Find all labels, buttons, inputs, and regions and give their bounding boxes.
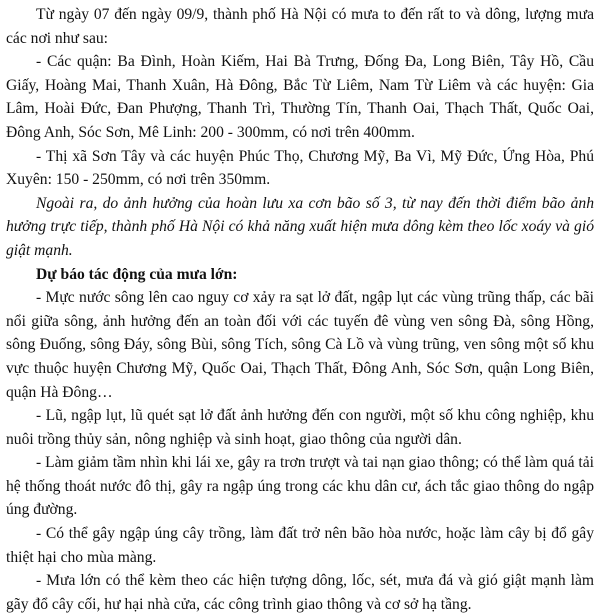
- impact-traffic-paragraph: - Làm giảm tầm nhìn khi lái xe, gây ra trơn trượt và tai nạn giao thông; có thể làm quá tải hệ thống thoát nước đô thị, gây ra ngập úng trong các khu dân cư, ách tắc giao thông do ngập úng đường.: [6, 454, 594, 519]
- intro-paragraph: Từ ngày 07 đến ngày 09/9, thành phố Hà Nội có mưa to đến rất to và dông, lượng mưa các nơi như sau:: [6, 6, 594, 47]
- impact-heading: Dự báo tác động của mưa lớn:: [36, 265, 238, 283]
- impact-wind-paragraph: - Mưa lớn có thể kèm theo các hiện tượng dông, lốc, sét, mưa đá và gió giật mạnh làm gãy đổ cây cối, hư hại nhà cửa, các công trình giao thông và cơ sở hạ tầng.: [6, 572, 594, 613]
- storm-note-paragraph: Ngoài ra, do ảnh hưởng của hoàn lưu xa cơn bão số 3, từ nay đến thời điểm bão ảnh hưởng trực tiếp, thành phố Hà Nội có khả năng xuất hiện mưa dông kèm theo lốc xoáy và gió giật mạnh.: [6, 194, 594, 259]
- rainfall-districts-paragraph: - Các quận: Ba Đình, Hoàn Kiếm, Hai Bà Trưng, Đống Đa, Long Biên, Tây Hồ, Cầu Giấy, Hoàng Mai, Thanh Xuân, Hà Đông, Bắc Từ Liêm, Nam Từ Liêm và các huyện: Gia Lâm, Hoài Đức, Đan Phượng, Thanh Trì, Thường Tín, Thanh Oai, Thạch Thất, Quốc Oai, Đông Anh, Sóc Sơn, Mê Linh: 200 - 300mm, có nơi trên 400mm.: [6, 53, 594, 141]
- impact-flood-paragraph: - Lũ, ngập lụt, lũ quét sạt lở đất ảnh hưởng đến con người, một số khu công nghiệp, khu nuôi trồng thủy sản, nông nghiệp và sinh hoạt, giao thông của người dân.: [6, 407, 594, 448]
- rainfall-son-tay-paragraph: - Thị xã Sơn Tây và các huyện Phúc Thọ, Chương Mỹ, Ba Vì, Mỹ Đức, Ứng Hòa, Phú Xuyên: 150 - 250mm, có nơi trên 350mm.: [6, 147, 594, 189]
- impact-river-paragraph: - Mực nước sông lên cao nguy cơ xảy ra sạt lở đất, ngập lụt các vùng trũng thấp, các bãi nổi giữa sông, ảnh hưởng đến an toàn đối với các tuyến đê vùng ven sông Đà, sông Hồng, sông Đuống, sông Đáy, sông Bùi, sông Tích, sông Cà Lồ và vùng trũng, ven sông một số khu vực thuộc huyện Chương Mỹ, Quốc Oai, Thạch Thất, Đông Anh, Sóc Sơn, quận Long Biên, quận Hà Đông…: [6, 289, 594, 401]
- impact-crops-paragraph: - Có thể gây ngập úng cây trồng, làm đất trở nên bão hòa nước, hoặc làm cây bị đổ gây thiệt hại cho mùa màng.: [6, 525, 594, 566]
